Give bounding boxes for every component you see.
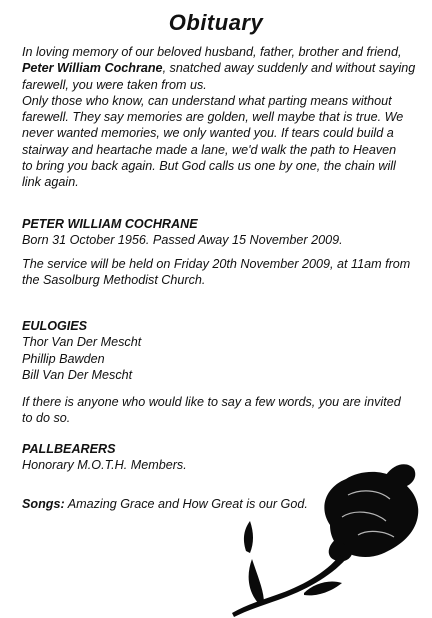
intro-line: stairway and heartache made a lane, we'd walk the path to Heaven xyxy=(22,142,397,157)
intro-line: never wanted memories, we only wanted you. If tears could build a xyxy=(22,126,394,141)
rose-illustration xyxy=(218,455,432,618)
eulogy-speaker: Bill Van Der Mescht xyxy=(22,367,133,382)
page-title: Obituary xyxy=(168,10,264,35)
eulogies-section xyxy=(22,318,422,383)
invitation-section xyxy=(22,394,422,427)
invite-line: If there is anyone who would like to say a few words, you are invited xyxy=(22,395,401,409)
intro-line: to bring you back again. But God calls us one by one, the chain will xyxy=(22,159,396,174)
eulogy-speaker: Phillip Bawden xyxy=(22,351,105,366)
pallbearers-heading: PALLBEARERS xyxy=(22,442,116,456)
pallbearers-text: Honorary M.O.T.H. Members. xyxy=(22,458,187,473)
intro-line: In loving memory of our beloved husband, father, brother and friend, xyxy=(22,45,402,59)
person-section xyxy=(22,216,422,249)
songs-text: Amazing Grace and How Great is our God. xyxy=(67,497,308,511)
rose-leaf xyxy=(244,521,253,553)
intro-line xyxy=(22,60,422,76)
service-line: The service will be held on Friday 20th November 2009, at 11am from xyxy=(22,257,411,271)
eulogies-heading: EULOGIES xyxy=(22,319,88,333)
songs-label: Songs: xyxy=(22,497,65,511)
life-dates: Born 31 October 1956. Passed Away 15 November 2009. xyxy=(22,233,343,248)
service-section xyxy=(22,256,422,289)
rose-leaf xyxy=(249,559,264,603)
intro-line: farewell, you were taken from us. xyxy=(22,77,207,92)
intro-line: farewell. They say memories are golden, well maybe that is true. We xyxy=(22,110,404,125)
memorial-verse xyxy=(22,44,422,191)
intro-line: Only those who know, can understand what parting means without xyxy=(22,93,392,108)
person-heading: PETER WILLIAM COCHRANE xyxy=(22,217,198,231)
intro-line-rest: , snatched away suddenly and without saying xyxy=(162,61,416,76)
deceased-name: Peter William Cochrane xyxy=(22,61,163,76)
intro-line: link again. xyxy=(22,175,79,190)
invite-line: to do so. xyxy=(22,411,71,426)
eulogy-speaker: Thor Van Der Mescht xyxy=(22,335,142,350)
service-line: the Sasolburg Methodist Church. xyxy=(22,273,206,288)
